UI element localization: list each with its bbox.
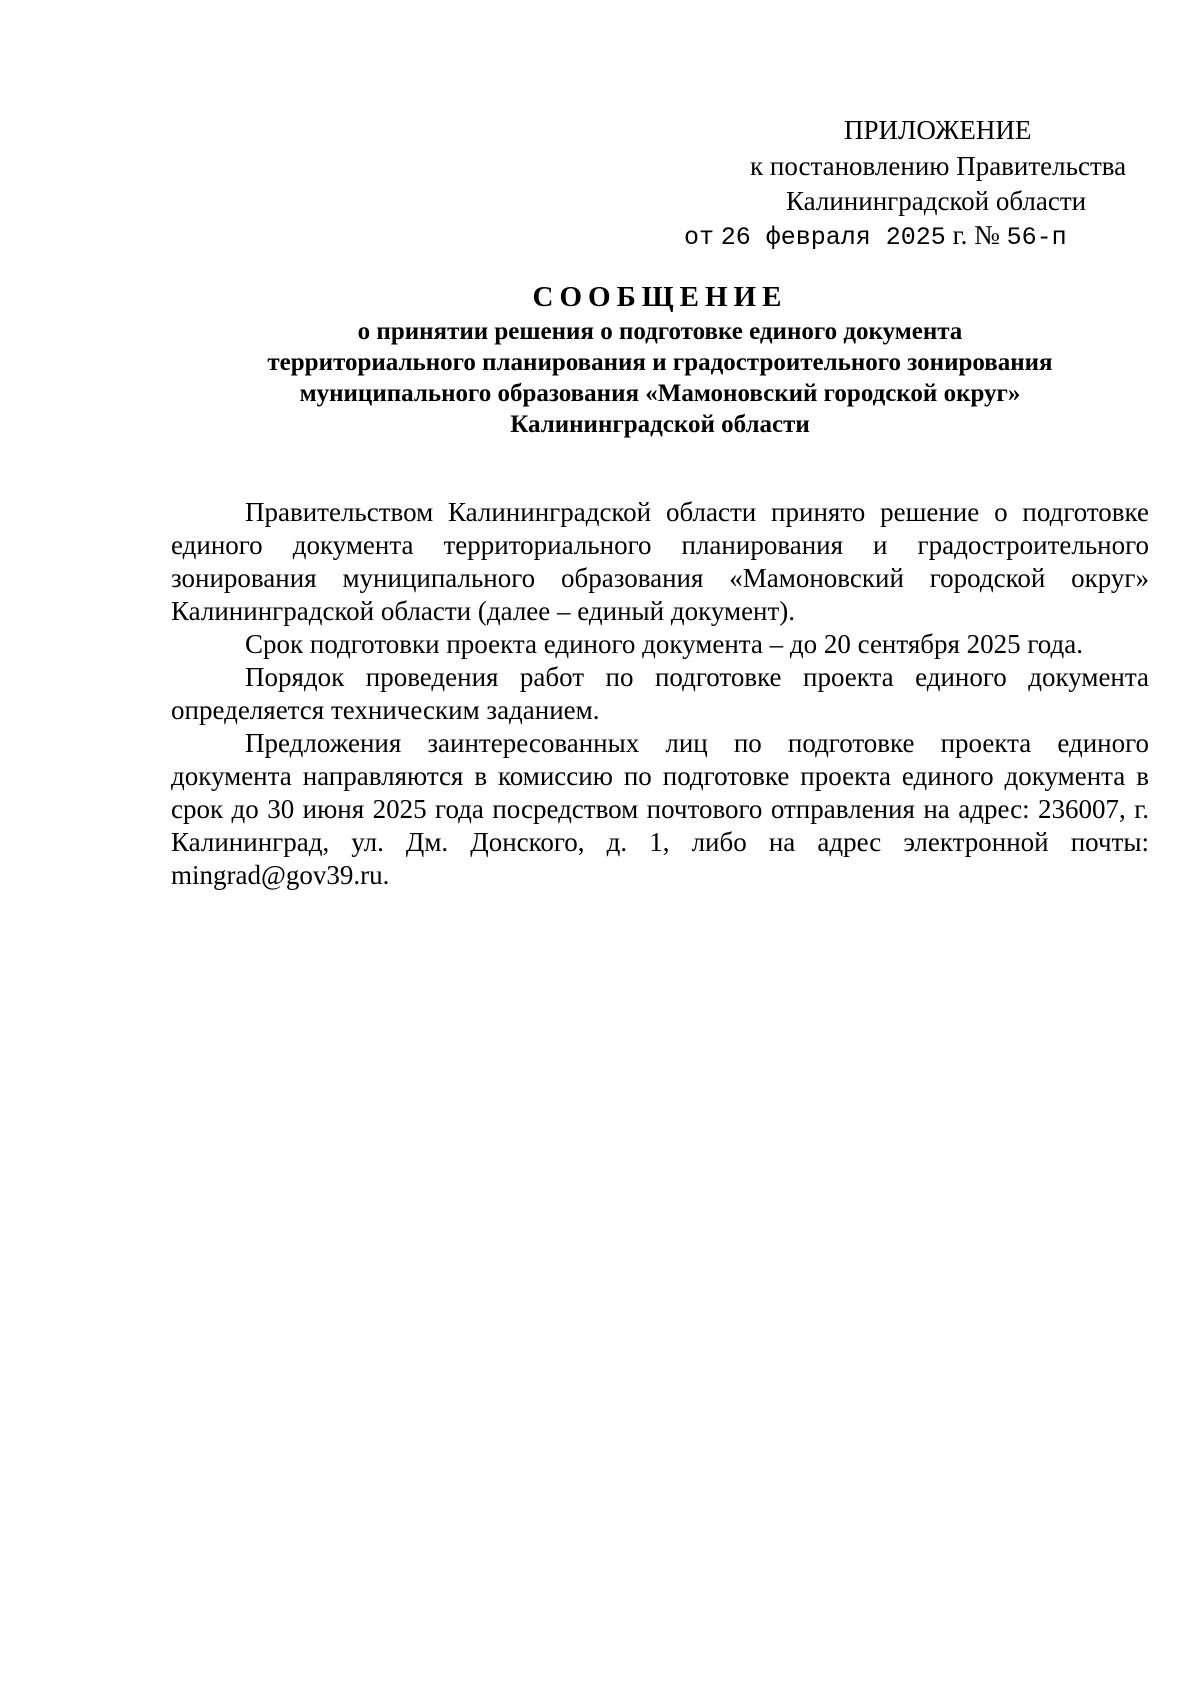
message-subtitle-line: муниципального образования «Мамоновский городской округ» [299, 380, 1021, 407]
paragraph-proposals: Предложения заинтересованных лиц по подготовке проекта единого документа направляются в комиссию по подготовке проекта единого документа в срок до 30 июня 2025 года посредством почтового отправления на адрес: 236007, г. Калининград, ул. Дм. Донского, д. 1, либо на адрес электронной почты: mingrad@gov39.ru. [171, 728, 1149, 890]
message-title: СООБЩЕНИЕ [532, 281, 788, 313]
message-subtitle-line: о принятии решения о подготовке единого документа [357, 318, 963, 345]
paragraph-procedure: Порядок проведения работ по подготовке проекта единого документа определяется техническим заданием. [171, 662, 1149, 725]
annex-year-suffix: г. [952, 220, 968, 250]
message-subtitle-line: Калининградской области [510, 411, 810, 438]
annex-date: 26 февраля 2025 [720, 223, 946, 252]
annex-title: ПРИЛОЖЕНИЕ [844, 115, 1032, 145]
message-header [160, 278, 1160, 440]
annex-region-line: Калининградской области [786, 186, 1087, 216]
annex-resolution-line: к постановлению Правительства [750, 151, 1127, 181]
annex-date-line [684, 219, 1067, 254]
annex-date-prefix: от [684, 223, 715, 252]
paragraph-decision: Правительством Калининградской области принято решение о подготовке единого документа территориального планирования и градостроительного зонирования муниципального образования «Мамоновский городской округ» Калининградской области (далее – единый документ). [171, 497, 1149, 626]
annex-number: 56-п [1006, 223, 1067, 252]
annex-number-sign: № [974, 220, 1000, 250]
paragraph-deadline: Срок подготовки проекта единого документа – до 20 сентября 2025 года. [245, 629, 1083, 659]
message-subtitle-line: территориального планирования и градостроительного зонирования [267, 349, 1053, 376]
message-body [171, 496, 1149, 892]
